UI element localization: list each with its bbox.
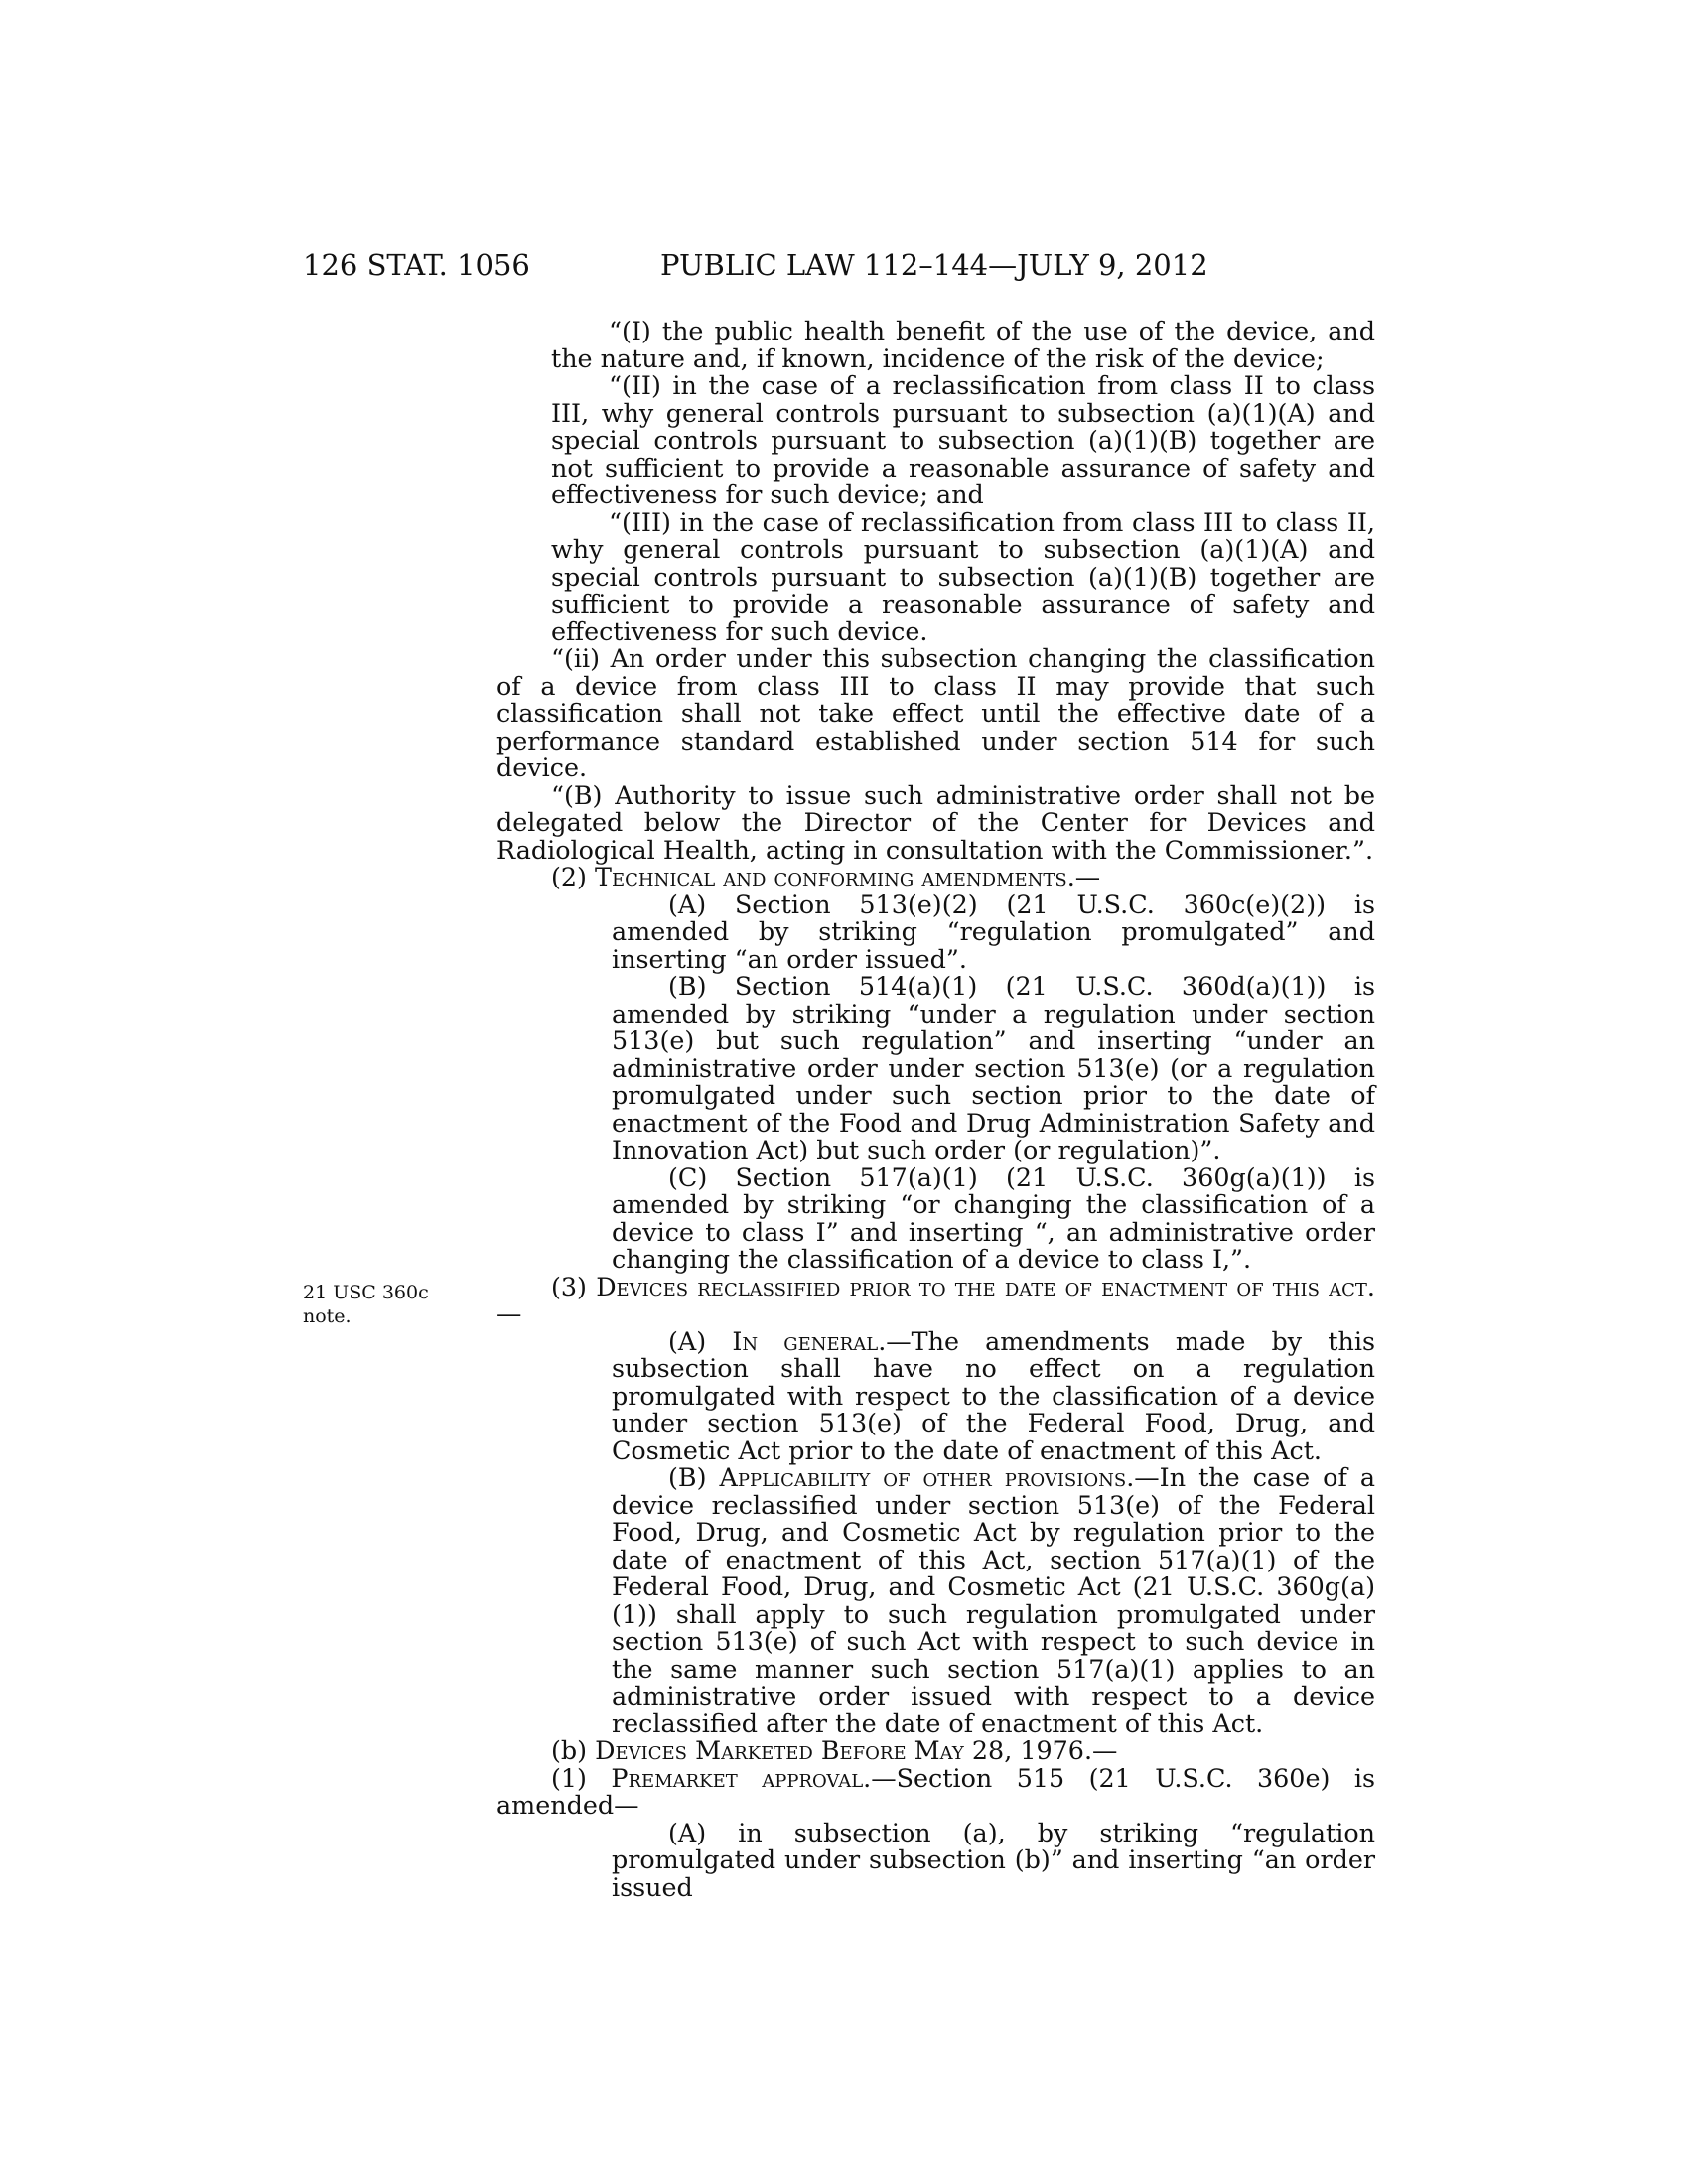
subsection-b-1-title: Premarket approval. [611, 1762, 872, 1793]
subsection-b-heading [496, 1737, 1375, 1765]
subsection-b-1 [496, 1762, 1375, 1820]
paragraph-3-a [612, 1325, 1375, 1465]
margin-note [303, 1281, 452, 1328]
paragraph-3-heading [496, 1271, 1375, 1328]
paragraph-3-title: Devices reclassified prior to the date of enactment of this act.— [496, 1271, 1375, 1328]
clause-iii: “(III) in the case of reclassification from class III to class II, why general controls pursuant to subsection (a)(1)(A) and special controls pursuant to subsection (a)(1)(B) together are sufficient to provide a reasonable assurance of safety and effectiveness for such device. [551, 506, 1375, 646]
subsection-b-letter: (b) [551, 1735, 588, 1765]
body-text [496, 318, 1375, 1901]
paragraph-3-number: (3) [551, 1271, 587, 1301]
subparagraph-ii: “(ii) An order under this subsection changing the classification of a device from class III to class II may provide that such classification shall not take effect until the effective date of a performance standard established under section 514 for such device. [496, 643, 1375, 782]
paragraph-3-b-number: (B) [668, 1462, 707, 1492]
clause-i: “(I) the public health benefit of the use of the device, and the nature and, if known, incidence of the risk of the device; [551, 316, 1375, 373]
margin-note-line2: note. [303, 1305, 352, 1327]
paragraph-2-heading [496, 864, 1375, 891]
amendment-b: (B) Section 514(a)(1) (21 U.S.C. 360d(a)(1)) is amended by striking “under a regulation under section 513(e) but such regulation” and inserting “under an administrative order under section 513(e) (or a regulation promulgated under such section prior to the date of enactment of the Food and Drug Administration Safety and Innovation Act) but such order (or regulation)”. [612, 971, 1375, 1164]
amendment-a: (A) Section 513(e)(2) (21 U.S.C. 360c(e)(2)) is amended by striking “regulation promulgated” and inserting “an order issued”. [612, 888, 1375, 974]
paragraph-3-a-text: —The amendments made by this subsection shall have no effect on a regulation promulgated with respect to the classification of a device under section 513(e) of the Federal Food, Drug, and Cosmetic Act prior to the date of enactment of this Act. [612, 1325, 1375, 1465]
paragraph-3-a-title: In general. [732, 1325, 887, 1356]
paragraph-3-a-number: (A) [668, 1325, 707, 1356]
subparagraph-b-authority: “(B) Authority to issue such administrative order shall not be delegated below the Director of the Center for Devices and Radiological Health, acting in consultation with the Commissioner.”. [496, 779, 1375, 865]
paragraph-3-b [612, 1464, 1375, 1737]
margin-note-line1: 21 USC 360c [303, 1282, 429, 1303]
clause-ii: “(II) in the case of a reclassification from class II to class III, why general controls pursuant to subsection (a)(1)(A) and special controls pursuant to subsection (a)(1)(B) together are not sufficient to provide a reasonable assurance of safety and effectiveness for such device; and [551, 370, 1375, 509]
paragraph-2-number: (2) [551, 862, 587, 891]
statute-page-number: 126 STAT. 1056 [303, 248, 530, 282]
subsection-b-1-a: (A) in subsection (a), by striking “regulation promulgated under subsection (b)” and inserting “an order issued [612, 1817, 1375, 1902]
subsection-b-title: Devices Marketed Before May 28, 1976.— [595, 1735, 1118, 1765]
subsection-b-1-number: (1) [551, 1762, 587, 1793]
paragraph-3-b-title: Applicability of other provisions. [719, 1462, 1135, 1492]
running-title: PUBLIC LAW 112–144—JULY 9, 2012 [660, 248, 1208, 282]
paragraph-3-b-text: —In the case of a device reclassified under section 513(e) of the Federal Food, Drug, and Cosmetic Act by regulation prior to the date of enactment of this Act, section 517(a)(1) of the Federal Food, Drug, and Cosmetic Act (21 U.S.C. 360g(a)(1)) shall apply to such regulation promulgated under section 513(e) of such Act with respect to such device in the same manner such section 517(a)(1) applies to an administrative order issued with respect to a device reclassified after the date of enactment of this Act. [612, 1462, 1376, 1738]
amendment-c: (C) Section 517(a)(1) (21 U.S.C. 360g(a)(1)) is amended by striking “or changing the classification of a device to class I” and inserting “, an administrative order changing the classification of a device to class I,”. [612, 1161, 1375, 1274]
subsection-b-1-text: —Section 515 (21 U.S.C. 360e) is amended— [496, 1762, 1375, 1820]
paragraph-2-title: Technical and conforming amendments.— [595, 862, 1101, 891]
